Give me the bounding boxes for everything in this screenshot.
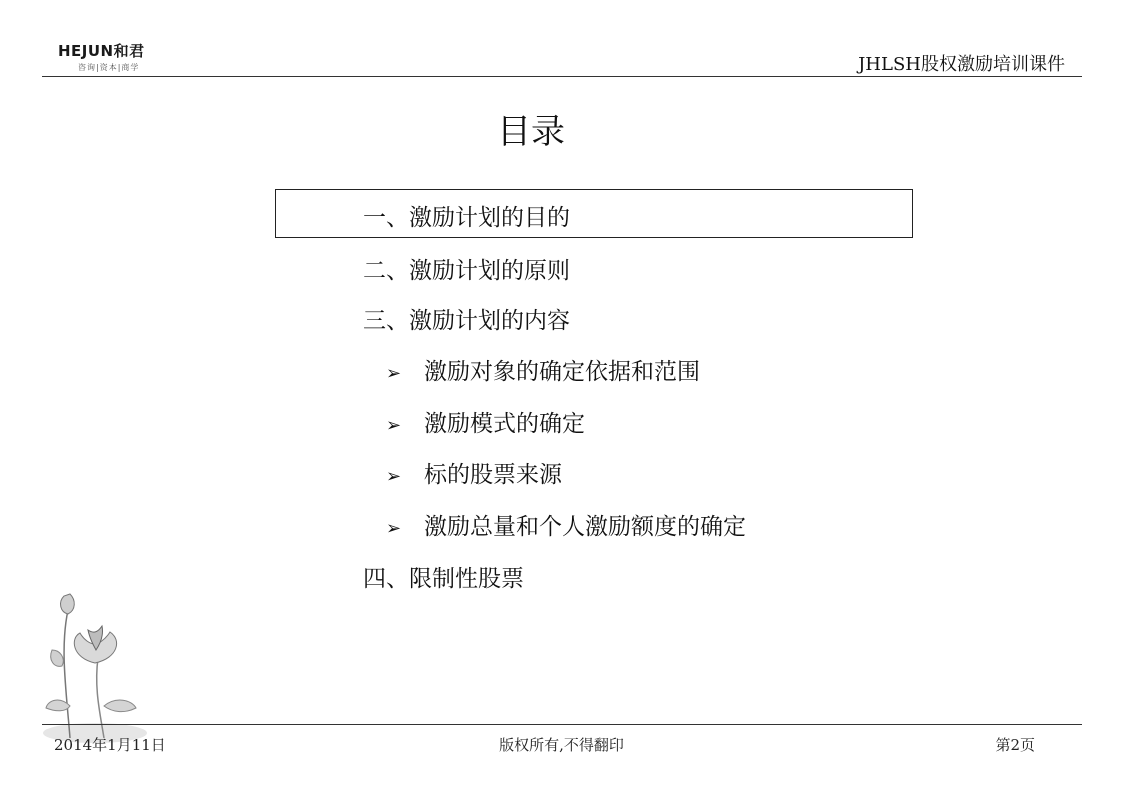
hejun-logo	[58, 40, 145, 73]
toc-subitem-label: 标的股票来源	[424, 462, 562, 488]
course-title: JHLSH股权激励培训课件	[858, 54, 1065, 75]
arrow-bullet-icon: ➢	[386, 518, 402, 539]
footer-divider	[42, 724, 1082, 725]
logo-tagline: 咨询|资本|商学	[78, 63, 140, 72]
toc-item-restricted-stock[interactable]: 四、限制性股票	[363, 566, 524, 592]
header-divider	[42, 76, 1082, 77]
toc-subitem-target-scope[interactable]	[386, 353, 700, 386]
arrow-bullet-icon: ➢	[386, 466, 402, 487]
toc-item-purpose[interactable]: 一、激励计划的目的	[363, 205, 570, 231]
toc-subitem-incentive-mode[interactable]	[386, 405, 585, 438]
footer-copyright: 版权所有,不得翻印	[499, 736, 624, 754]
toc-item-contents[interactable]: 三、激励计划的内容	[363, 308, 570, 334]
page-number: 第2页	[995, 736, 1035, 754]
toc-item-principles[interactable]: 二、激励计划的原则	[363, 258, 570, 284]
page-title: 目录	[497, 112, 565, 152]
toc-subitem-total-amount[interactable]	[386, 508, 746, 541]
arrow-bullet-icon: ➢	[386, 363, 402, 384]
footer-date: 2014年1月11日	[54, 736, 166, 754]
toc-subitem-label: 激励对象的确定依据和范围	[424, 359, 700, 385]
toc-subitem-label: 激励总量和个人激励额度的确定	[424, 514, 746, 540]
toc-subitem-stock-source[interactable]	[386, 456, 562, 489]
toc-subitem-label: 激励模式的确定	[424, 411, 585, 437]
arrow-bullet-icon: ➢	[386, 415, 402, 436]
logo-text: HEJUN和君	[58, 42, 145, 60]
